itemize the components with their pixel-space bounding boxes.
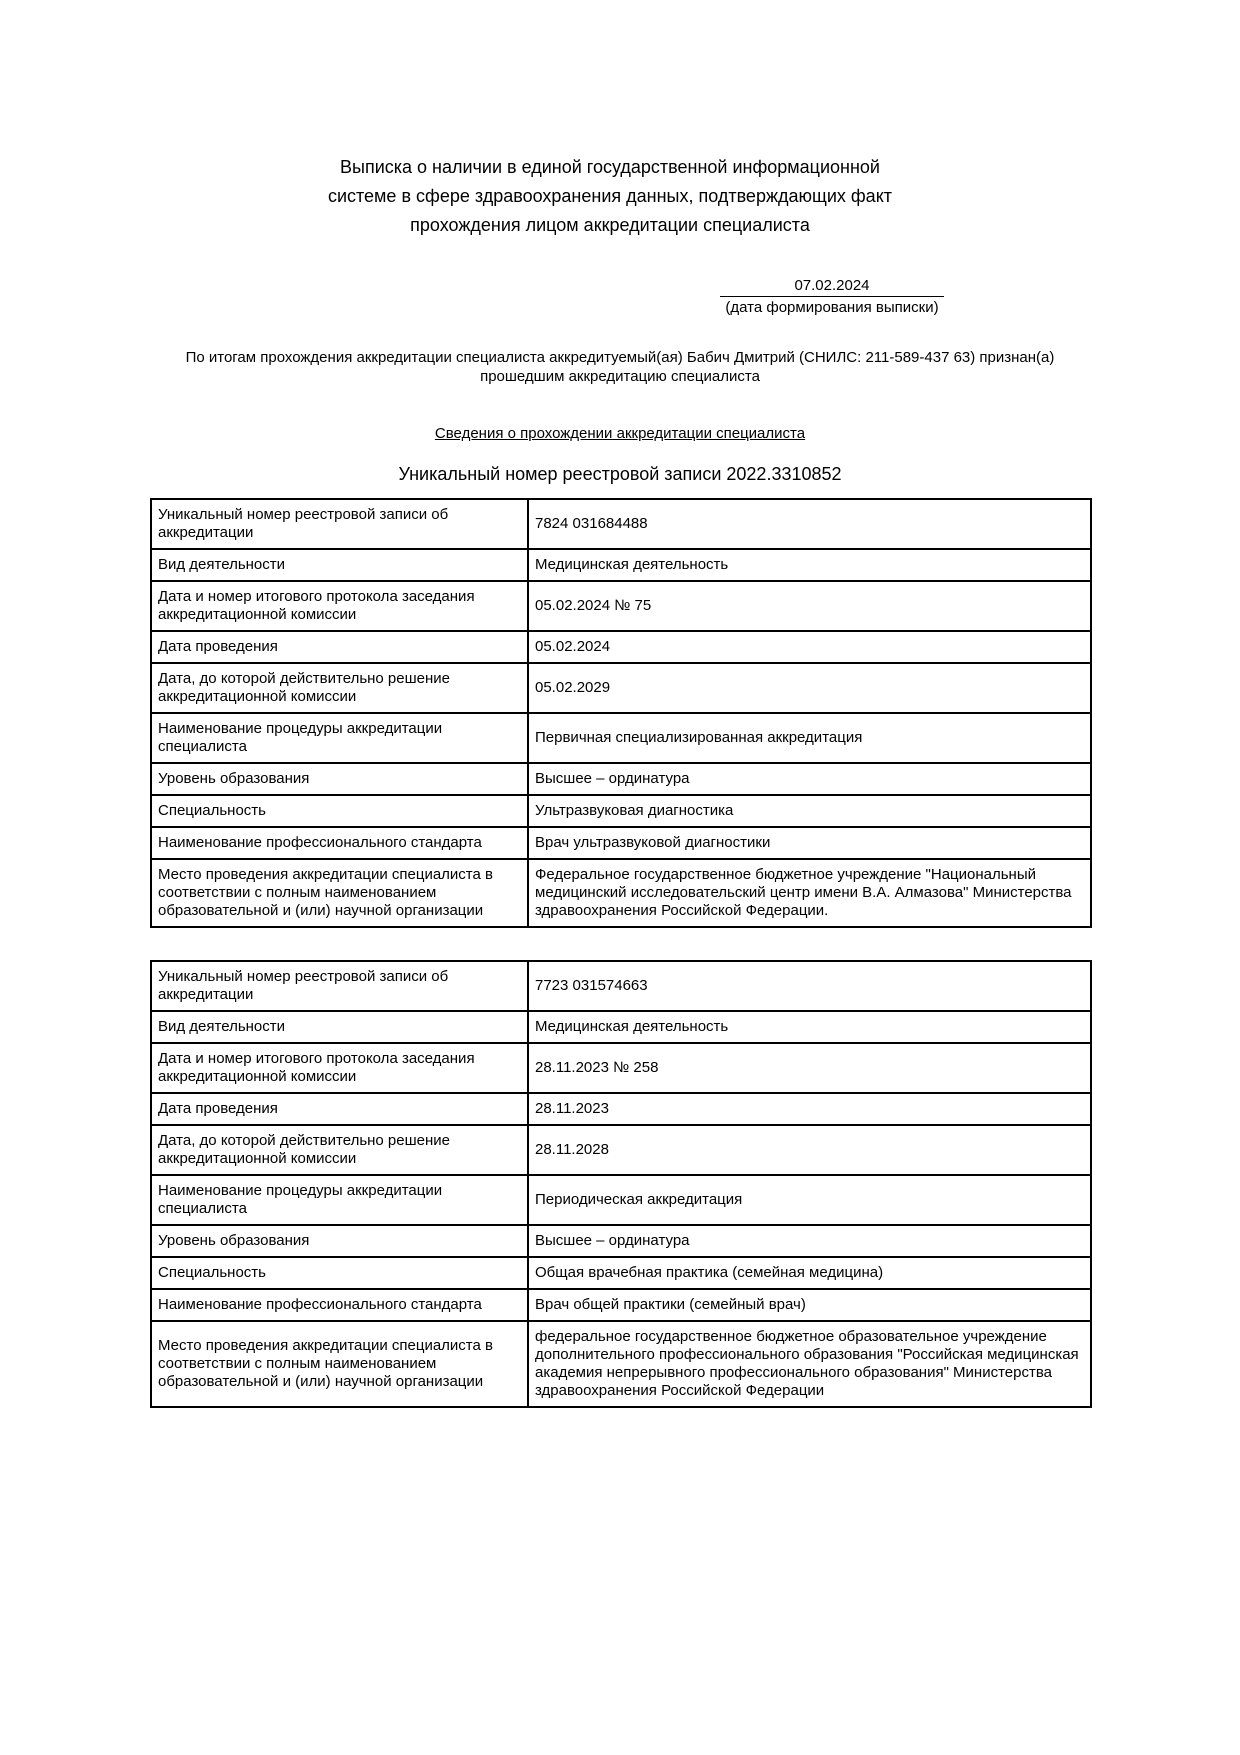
extract-date: 07.02.2024 (720, 276, 944, 297)
row-value: Общая врачебная практика (семейная медицина) (528, 1257, 1091, 1289)
table-row (151, 763, 1091, 795)
table-row (151, 1175, 1091, 1225)
section-heading (150, 424, 1090, 443)
row-label: Наименование процедуры аккредитации специалиста (151, 1175, 528, 1225)
table-row (151, 1225, 1091, 1257)
table-row (151, 1011, 1091, 1043)
table-row (151, 663, 1091, 713)
row-label: Дата проведения (151, 1093, 528, 1125)
row-value: 28.11.2023 № 258 (528, 1043, 1091, 1093)
registry-number: Уникальный номер реестровой записи 2022.3310852 (398, 464, 842, 484)
row-value: Врач общей практики (семейный врач) (528, 1289, 1091, 1321)
row-value: Высшее – ординатура (528, 763, 1091, 795)
document-title (290, 153, 930, 240)
table-row (151, 1289, 1091, 1321)
table-row (151, 631, 1091, 663)
row-label: Дата проведения (151, 631, 528, 663)
row-value: Медицинская деятельность (528, 549, 1091, 581)
row-label: Наименование процедуры аккредитации специалиста (151, 713, 528, 763)
title-line: Выписка о наличии в единой государственной информационной (340, 157, 880, 177)
section-heading-text: Сведения о прохождении аккредитации специалиста (434, 425, 806, 442)
extract-date-caption: (дата формирования выписки) (725, 299, 939, 316)
table-row (151, 859, 1091, 927)
row-value: 05.02.2024 № 75 (528, 581, 1091, 631)
intro-statement (150, 348, 1090, 386)
row-value: Ультразвуковая диагностика (528, 795, 1091, 827)
row-value: 28.11.2023 (528, 1093, 1091, 1125)
table-row (151, 1043, 1091, 1093)
row-label: Специальность (151, 1257, 528, 1289)
row-label: Дата и номер итогового протокола заседания аккредитационной комиссии (151, 1043, 528, 1093)
table-row (151, 1321, 1091, 1407)
row-value: 05.02.2024 (528, 631, 1091, 663)
accreditation-record-table (150, 960, 1092, 1408)
table-row (151, 549, 1091, 581)
row-label: Вид деятельности (151, 1011, 528, 1043)
row-value: Врач ультразвуковой диагностики (528, 827, 1091, 859)
row-value: Первичная специализированная аккредитация (528, 713, 1091, 763)
table-row (151, 795, 1091, 827)
row-label: Место проведения аккредитации специалиста в соответствии с полным наименованием образовательной и (или) научной организации (151, 859, 528, 927)
row-label: Уровень образования (151, 763, 528, 795)
row-value: 7824 031684488 (528, 499, 1091, 549)
row-value: 28.11.2028 (528, 1125, 1091, 1175)
row-label: Наименование профессионального стандарта (151, 1289, 528, 1321)
row-label: Дата, до которой действительно решение аккредитационной комиссии (151, 1125, 528, 1175)
row-label: Уникальный номер реестровой записи об аккредитации (151, 961, 528, 1011)
row-value: 05.02.2029 (528, 663, 1091, 713)
row-label: Наименование профессионального стандарта (151, 827, 528, 859)
row-label: Уникальный номер реестровой записи об аккредитации (151, 499, 528, 549)
table-row (151, 1125, 1091, 1175)
table-row (151, 1257, 1091, 1289)
intro-line: По итогам прохождения аккредитации специалиста аккредитуемый(ая) Бабич Дмитрий (СНИЛС: 211-589-437 63) признан(а) (185, 349, 1055, 366)
table-row (151, 961, 1091, 1011)
row-label: Дата, до которой действительно решение аккредитационной комиссии (151, 663, 528, 713)
row-label: Специальность (151, 795, 528, 827)
table-row (151, 827, 1091, 859)
row-label: Уровень образования (151, 1225, 528, 1257)
row-value: 7723 031574663 (528, 961, 1091, 1011)
table-row (151, 499, 1091, 549)
intro-line: прошедшим аккредитацию специалиста (480, 368, 760, 385)
row-label: Дата и номер итогового протокола заседания аккредитационной комиссии (151, 581, 528, 631)
row-label: Вид деятельности (151, 549, 528, 581)
table-row (151, 713, 1091, 763)
row-value: Федеральное государственное бюджетное учреждение "Национальный медицинский исследовательский центр имени В.А. Алмазова" Министерства здравоохранения Российской Федерации. (528, 859, 1091, 927)
row-value: Периодическая аккредитация (528, 1175, 1091, 1225)
row-value: Медицинская деятельность (528, 1011, 1091, 1043)
table-row (151, 581, 1091, 631)
row-value: Высшее – ординатура (528, 1225, 1091, 1257)
row-value: федеральное государственное бюджетное образовательное учреждение дополнительного профессионального образования "Российская медицинская академия непрерывного профессионального образования" Министерства здравоохранения Российской Федерации (528, 1321, 1091, 1407)
title-line: прохождения лицом аккредитации специалиста (410, 215, 810, 235)
extract-date-block (720, 276, 944, 317)
row-label: Место проведения аккредитации специалиста в соответствии с полным наименованием образовательной и (или) научной организации (151, 1321, 528, 1407)
title-line: системе в сфере здравоохранения данных, подтверждающих факт (327, 186, 893, 206)
table-row (151, 1093, 1091, 1125)
accreditation-record-table (150, 498, 1092, 928)
